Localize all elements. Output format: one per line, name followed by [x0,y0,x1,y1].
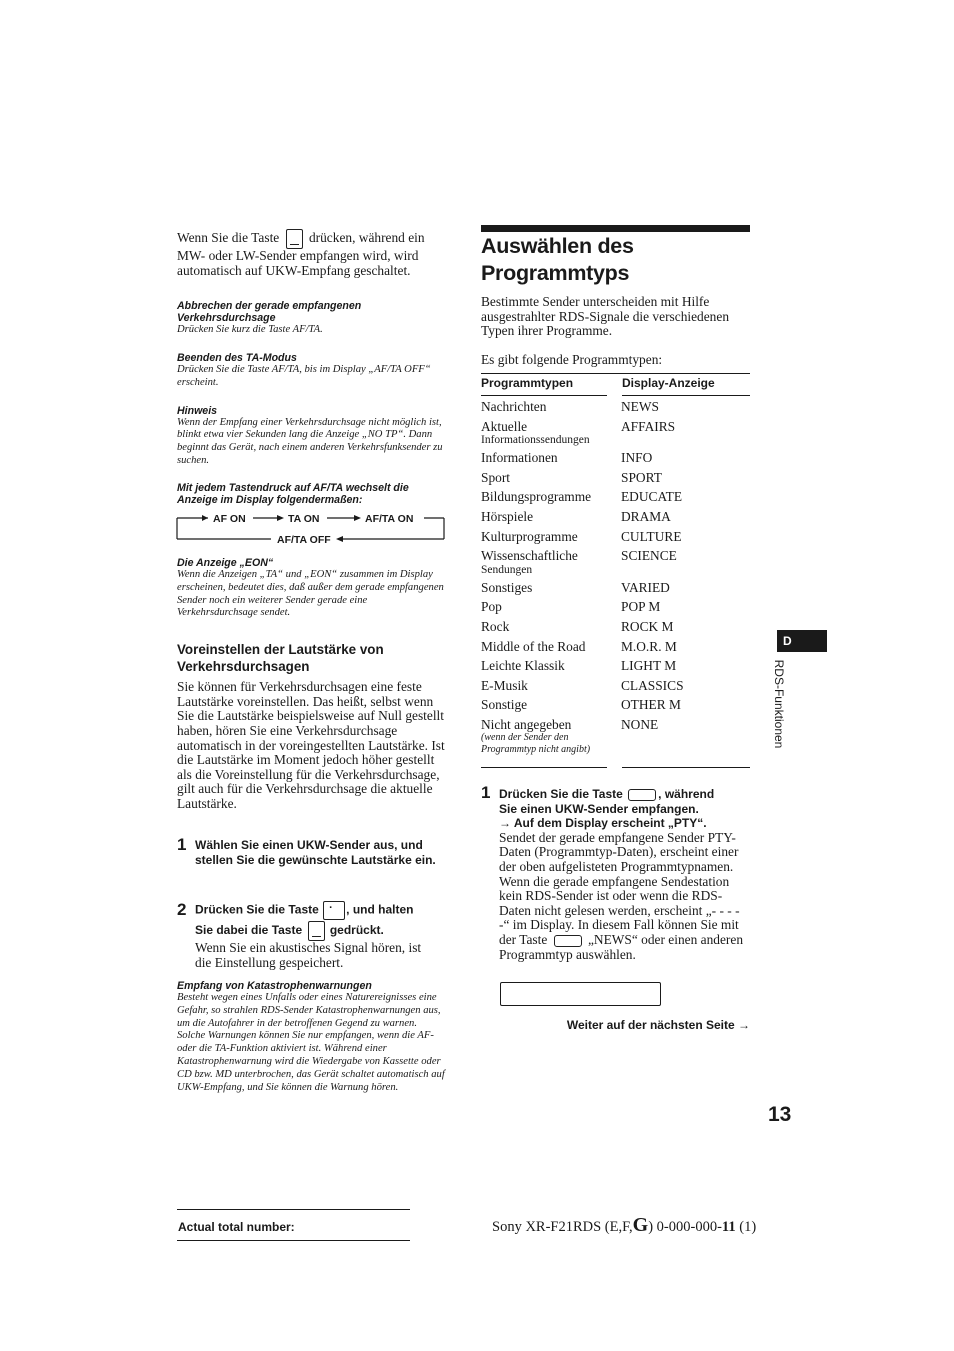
pty-type: Sport [481,469,511,485]
pty-table-body [481,400,749,761]
section-heading: Die Anzeige „EON“ [177,557,274,569]
step-body-2 [499,875,751,963]
pty-table-row [481,490,749,510]
section-body: Wenn die Anzeigen „TA“ und „EON“ zusammen im Display erscheinen, bedeutet dies, daß außer dem gerade empfangenen Sender noch ein weiterer Sender gerade eine Verkehrsdurchsage sendet. [177,569,444,619]
pty-table-row [481,471,749,491]
footer-rule-bottom [177,1240,410,1241]
pty-header-display: Display-Anzeige [622,376,715,390]
pty-type-cell [481,471,621,491]
pty-display-cell: POP M [621,599,661,615]
pty-type: Sonstige [481,697,528,713]
pty-display-cell: ROCK M [621,618,674,634]
pty-display-cell: M.O.R. M [621,638,677,654]
section-heading: Mit jedem Tastendruck auf AF/TA wechselt die Anzeige im Display folgendermaßen: [177,481,409,506]
band-key-icon [286,229,303,249]
pty-table-bottom-rule-1 [481,767,607,768]
pty-display-cell: OTHER M [621,697,681,713]
intro-text-1: Wenn Sie die Taste [177,230,280,246]
pty-type-cell [481,659,621,679]
pty-display-cell: NONE [621,716,659,732]
seek-key-icon [554,935,582,947]
pty-type: Pop [481,599,502,615]
pty-table-row [481,698,749,718]
section-body: Besteht wegen eines Unfalls oder eines Naturereignisses eine Gefahr, so strahlen RDS-Sender Katastrophenwarnungen aus, um die Autofahrer in der betroffenen Gegend zu warnen. Solche Warnungen können Sie nur empfangen, wenn die AF- oder die TA-Funktion aktiviert ist. Während einer Katastrophenwarnung wird die Wiedergabe von Kassette oder CD bzw. MD unterbrochen, das Gerät schaltet automatisch auf UKW-Empfang, und Sie können die Warnung hören. [177,992,445,1093]
section-beenden [177,352,447,390]
pty-type: Informationen [481,450,558,466]
pty-display-cell: EDUCATE [621,489,682,505]
display-placeholder-box [500,982,661,1006]
actual-total-label: Actual total number: [178,1220,295,1234]
pty-type: Bildungsprogramme [481,489,592,505]
pty-type-cell [481,640,621,660]
right-intro: Bestimmte Sender unterscheiden mit Hilfe ausgestrahlter RDS-Signale die verschiedenen Typen ihrer Programme. [481,294,730,339]
section-body: Wenn der Empfang einer Verkehrsdurchsage nicht möglich ist, blinkt etwa vier Sekunden lang die Anzeige „NO TP“. Dann beginnt das Gerät, nach einem anderen Verkehrsfunksender zu suchen. [177,416,443,466]
pty-type-cell [481,510,621,530]
pty-header-type: Programmtypen [481,376,574,390]
pty-type-cell [481,420,621,452]
section-heading: Hinweis [177,404,218,417]
pty-type: E-Musik [481,677,528,693]
pty-display-cell: CLASSICS [621,677,684,693]
step-part2: , während [658,787,715,801]
dot-key-icon [323,901,345,920]
pty-table-row [481,620,749,640]
model-prefix: Sony XR-F21RDS (E,F, [492,1219,633,1235]
section-hinweis [177,405,447,468]
pty-table-row [481,679,749,699]
pty-type-cell [481,679,621,699]
pty-type: Rock [481,618,510,634]
pty-table-row [481,659,749,679]
step2-part1: Drücken Sie die Taste [195,902,319,917]
pty-table-row [481,581,749,601]
pty-table-bottom-rule-2 [622,767,750,768]
pty-table-row [481,640,749,660]
pty-table-header-rule-1 [481,395,607,396]
section-abbrechen [177,300,447,337]
model-suffix: (1) [735,1219,757,1235]
step2-part2: , und halten [346,902,414,917]
intro-paragraph [177,229,445,278]
step-line-1 [195,901,447,920]
step-line-3: → Auf dem Display erscheint „PTY“. [499,816,707,831]
pty-table-row [481,600,749,620]
pty-table-row [481,718,749,761]
pty-display-cell: INFO [621,450,653,466]
pty-table [481,400,749,761]
pty-display-cell: SPORT [621,469,662,485]
pty-table-row [481,549,749,581]
step-body: Wenn Sie ein akustisches Signal hören, ist die Einstellung gespeichert. [195,940,422,970]
side-tab-label: RDS-Funktionen [772,659,786,749]
pty-table-header-rule-2 [622,395,750,396]
pty-display-cell: DRAMA [621,508,671,524]
step2-part3: Sie dabei die Taste [195,923,303,938]
model-revision: 11 [721,1219,736,1235]
step-line-2 [195,921,447,941]
step-number: 1 [481,783,491,802]
pty-table-row [481,510,749,530]
step-part1: Drücken Sie die Taste [499,787,623,801]
pty-type: Wissenschaftliche [481,548,578,564]
pty-type: Nicht angegeben [481,716,572,732]
left-column [177,229,447,506]
pty-type-cell [481,620,621,640]
pty-type-continued: Informationssendungen [481,434,590,446]
pty-display-cell: AFFAIRS [621,418,676,434]
pty-display-cell: CULTURE [621,528,682,544]
pty-type-cell [481,451,621,471]
pty-type: Aktuelle [481,418,528,434]
model-letter: G [632,1214,649,1236]
model-mid: ) 0-000-000- [648,1219,722,1235]
pty-type: Hörspiele [481,508,534,524]
step2-part4: gedrückt. [329,923,384,938]
volume-subtitle: Voreinstellen der Lautstärke von Verkehrsdurchsagen [177,642,384,675]
section-emergency [177,980,447,1094]
step-number: 2 [177,900,187,919]
title-bar [481,225,750,232]
pty-type-cell [481,718,621,761]
section-body: Drücken Sie kurz die Taste AF/TA. [177,324,323,336]
page-title [481,233,753,286]
pty-type: Leichte Klassik [481,658,565,674]
pty-display-cell: LIGHT M [621,658,677,674]
section-heading: Empfang von Katastrophenwarnungen [177,980,372,992]
section-heading: Abbrechen der gerade empfangenen Verkehrsdurchsage [177,300,362,325]
intro-text-2: drücken, während ein MW- oder LW-Sender empfangen wird, wird automatisch auf UKW-Empfang geschaltet. [177,230,425,278]
step-number: 1 [177,835,187,854]
pty-type: Middle of the Road [481,638,586,654]
pty-type-cell [481,490,621,510]
footer-rule-top [177,1209,410,1210]
pty-table-row [481,530,749,550]
model-line [492,1214,756,1237]
af-ta-cycle-diagram [175,508,447,548]
step-text: Wählen Sie einen UKW-Sender aus, und stellen Sie die gewünschte Lautstärke ein. [195,838,436,867]
cycle-af-ta-on: AF/TA ON [365,513,414,525]
pty-type-continued: Sendungen [481,563,533,576]
pty-display-cell: NEWS [621,399,659,414]
left-column-lower [177,557,447,812]
pty-type: Nachrichten [481,399,547,414]
step-body-2b: „NEWS“ oder einen anderen Programmtyp auswählen. [499,931,744,962]
section-eon [177,557,447,620]
volume-body: Sie können für Verkehrsdurchsagen eine feste Lautstärke voreinstellen. Das heißt, selbst wenn Sie die Lautstärke beispielsweise auf Null gestellt haben, hören Sie eine Verkehrsdurchsage automatisch in der voreingestellten Lautstärke. Ist die Lautstärke im Moment jedoch höher gestellt als die Voreinstellung für die Verkehrsdurchsage, gilt auch für die Verkehrsdurchsage die aktuelle Lautstärke. [177,679,445,811]
title-line-2: Programmtyps [481,260,630,285]
section-body: Drücken Sie die Taste AF/TA, bis im Display „AF/TA OFF“ erscheint. [177,363,431,388]
pty-table-row [481,400,749,420]
cycle-ta-on: TA ON [288,513,320,525]
pty-type-cell [481,549,621,581]
step-body-2a: Wenn die gerade empfangene Sendestation kein RDS-Sender ist oder wenn die RDS-Daten nicht gelesen werden, erscheint „- - - - -“ im Display. In diesem Fall können Sie mit der Taste [499,873,740,947]
pty-type: Kulturprogramme [481,528,578,544]
page-number: 13 [768,1103,792,1126]
step-body-1: Sendet der gerade empfangene Sender PTY-Daten (Programmtyp-Daten), erscheint einer der oben aufgelisteten Programmtypnamen. [499,829,739,874]
band-key-icon [308,921,325,941]
pty-type: Sonstiges [481,579,533,595]
pty-display-cell: VARIED [621,579,670,595]
step-text [499,787,753,962]
cycle-af-ta-off: AF/TA OFF [277,534,331,546]
section-cycle [177,482,447,506]
step-text [195,901,447,970]
step-line-2: Sie einen UKW-Sender empfangen. [499,801,699,816]
pty-type-cell [481,530,621,550]
pty-type-cell [481,600,621,620]
section-heading: Beenden des TA-Modus [177,351,297,364]
title-line-1: Auswählen des [481,234,634,258]
pty-key-icon [628,789,656,801]
pty-type-cell [481,400,621,420]
pty-table-top-rule [481,373,750,374]
cycle-af-on: AF ON [213,513,246,525]
side-tab-letter: D [777,630,827,652]
pty-display-cell: SCIENCE [621,548,677,564]
pty-table-row [481,451,749,471]
pty-type-cell [481,581,621,601]
continue-note: Weiter auf der nächsten Seite → [566,1018,750,1032]
pty-type-note: (wenn der Sender den Programmtyp nicht angibt) [481,732,591,755]
types-intro: Es gibt folgende Programmtypen: [481,352,663,367]
step-line-1 [499,787,753,802]
pty-table-row [481,420,749,452]
pty-type-cell [481,698,621,718]
